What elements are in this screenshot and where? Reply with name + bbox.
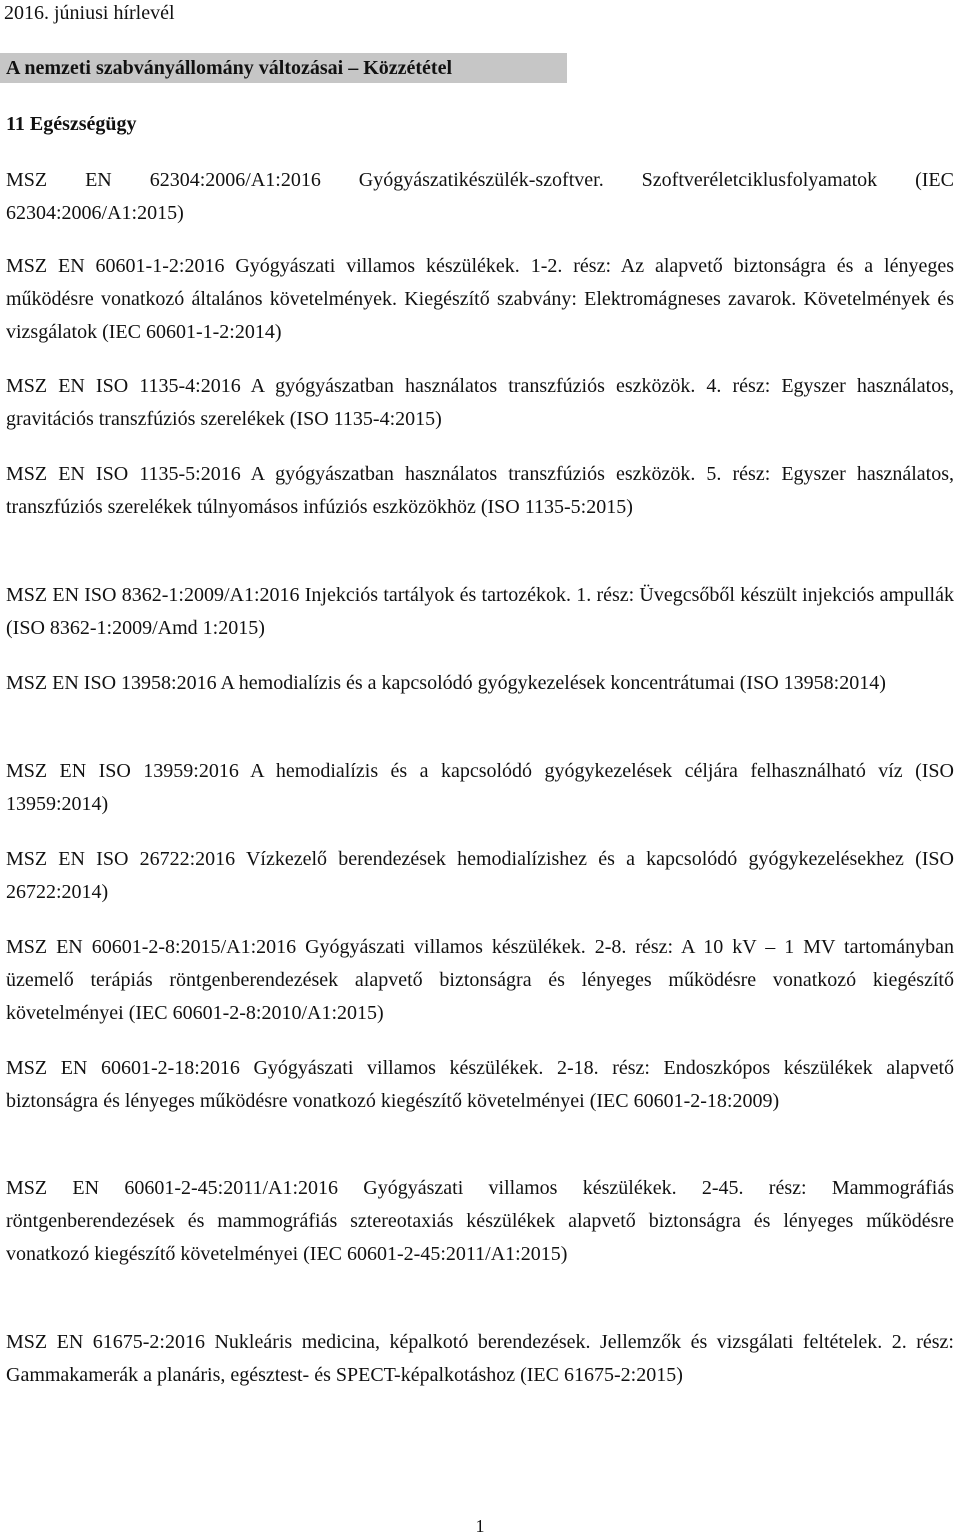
standard-entry: MSZ EN ISO 26722:2016 Vízkezelő berendezések hemodialízishez és a kapcsolódó gyógykezelésekhez (ISO 26722:2014) [6,848,954,903]
section-heading: A nemzeti szabványállomány változásai – Közzététel [0,53,567,83]
standard-entry: MSZ EN 62304:2006/A1:2016 Gyógyászatikészülék-szoftver. Szoftveréletciklusfolyamatok (IEC 62304:2006/A1:2015) [6,169,954,224]
standard-entry: MSZ EN 60601-2-8:2015/A1:2016 Gyógyászati villamos készülékek. 2-8. rész: A 10 kV – 1 MV tartományban üzemelő terápiás röntgenberendezések alapvető biztonságra és lényeges működésre vonatkozó kiegészítő követelményei (IEC 60601-2-8:2010/A1:2015) [6,936,954,1024]
standard-entry: MSZ EN 60601-2-45:2011/A1:2016 Gyógyászati villamos készülékek. 2-45. rész: Mammográfiás röntgenberendezések és mammográfiás sztereotaxiás készülékek alapvető biztonságra és lényeges működésre vonatkozó kiegészítő követelményei (IEC 60601-2-45:2011/A1:2015) [6,1177,954,1265]
document-title: 2016. júniusi hírlevél [4,2,175,24]
standard-entry: MSZ EN ISO 8362-1:2009/A1:2016 Injekciós tartályok és tartozékok. 1. rész: Üvegcsőből készült injekciós ampullák (ISO 8362-1:2009/Amd 1:2015) [6,584,954,639]
standard-entry: MSZ EN 60601-2-18:2016 Gyógyászati villamos készülékek. 2-18. rész: Endoszkópos készülékek alapvető biztonságra és lényeges működésre vonatkozó kiegészítő követelményei (IEC 60601-2-18:2009) [6,1057,954,1112]
standard-entry: MSZ EN ISO 13959:2016 A hemodialízis és a kapcsolódó gyógykezelések céljára felhasználható víz (ISO 13959:2014) [6,760,954,815]
standard-entry: MSZ EN 61675-2:2016 Nukleáris medicina, képalkotó berendezések. Jellemzők és vizsgálati feltételek. 2. rész: Gammakamerák a planáris, egésztest- és SPECT-képalkotáshoz (IEC 61675-2:2015) [6,1331,954,1386]
page-number: 1 [475,1516,485,1536]
standard-entry: MSZ EN 60601-1-2:2016 Gyógyászati villamos készülékek. 1-2. rész: Az alapvető biztonságra és a lényeges működésre vonatkozó általános követelmények. Kiegészítő szabvány: Elektromágneses zavarok. Követelmények és vizsgálatok (IEC 60601-1-2:2014) [6,255,954,343]
standard-entry: MSZ EN ISO 1135-4:2016 A gyógyászatban használatos transzfúziós eszközök. 4. rész: Egyszer használatos, gravitációs transzfúziós szerelékek (ISO 1135-4:2015) [6,375,954,430]
standard-entry: MSZ EN ISO 13958:2016 A hemodialízis és a kapcsolódó gyógykezelések koncentrátumai (ISO 13958:2014) [6,672,886,694]
standard-entry: MSZ EN ISO 1135-5:2016 A gyógyászatban használatos transzfúziós eszközök. 5. rész: Egyszer használatos, transzfúziós szerelékek túlnyomásos infúziós eszközökhöz (ISO 1135-5:2015) [6,463,954,518]
category-heading: 11 Egészségügy [6,113,137,135]
